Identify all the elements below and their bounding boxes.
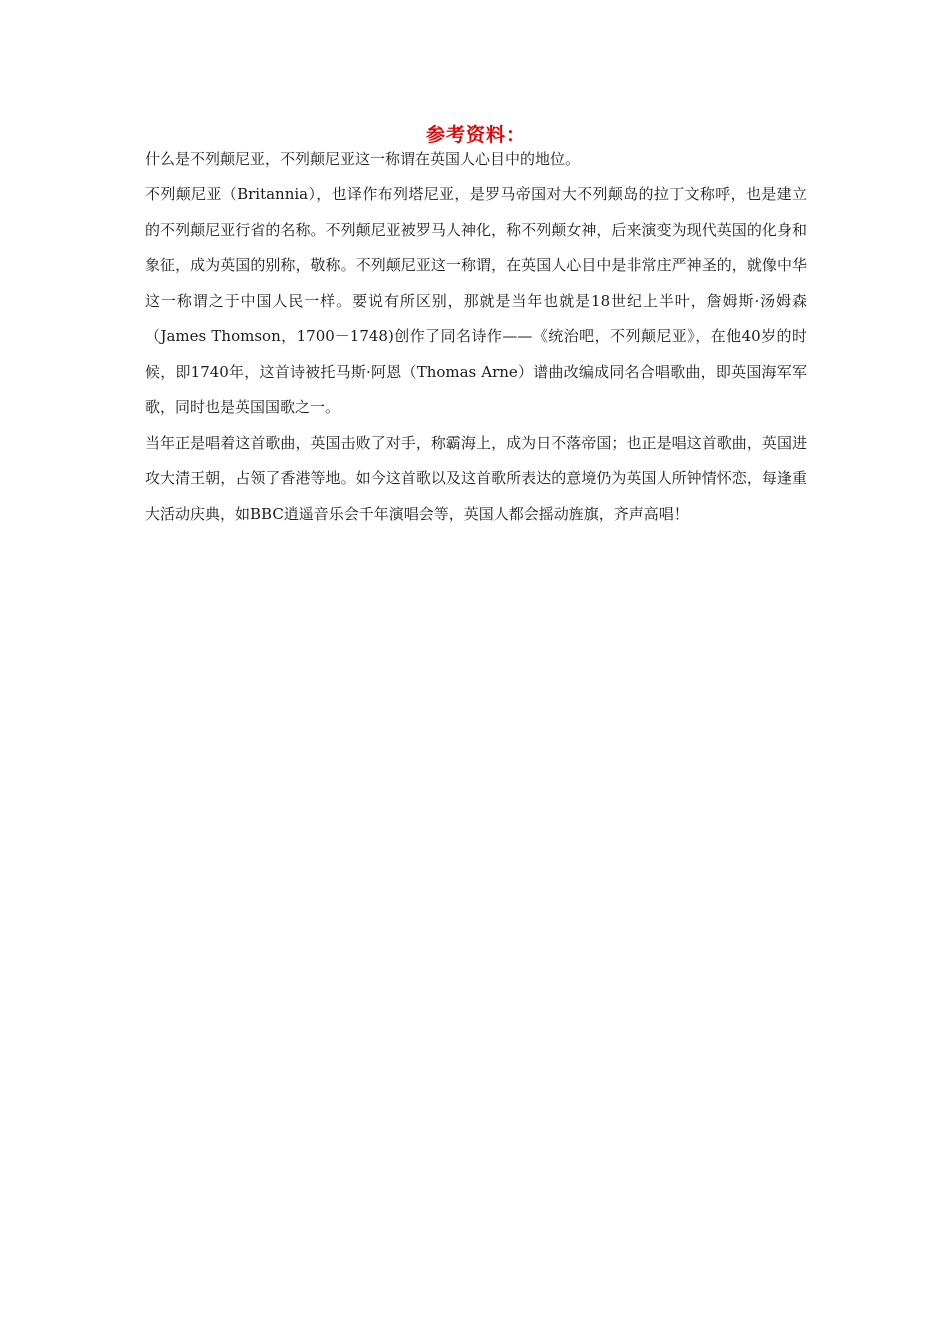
document-title: 参考资料：	[425, 124, 526, 146]
paragraph-song-history: 当年正是唱着这首歌曲，英国击败了对手，称霸海上，成为日不落帝国；也正是唱这首歌曲，英国进攻大清王朝，占领了香港等地。如今这首歌以及这首歌所表达的意境仍为英国人所钟情怀恋，每逢重大活动庆典，如BBC逍遥音乐会千年演唱会等，英国人都会摇动旌旗，齐声高唱！	[145, 433, 807, 523]
paragraph-britannia: 不列颠尼亚（Britannia），也译作布列塔尼亚，是罗马帝国对大不列颠岛的拉丁文称呼，也是建立的不列颠尼亚行省的名称。不列颠尼亚被罗马人神化，称不列颠女神，后来演变为现代英国的化身和象征，成为英国的别称，敬称。不列颠尼亚这一称谓，在英国人心目中是非常庄严神圣的，就像中华这一称谓之于中国人民一样。要说有所区别，那就是当年也就是18世纪上半叶，詹姆斯·汤姆森（James Thomson，1700－1748)创作了同名诗作——《统治吧，不列颠尼亚》，在他40岁的时候，即1740年，这首诗被托马斯·阿恩（Thomas Arne）谱曲改编成同名合唱歌曲，即英国海军军歌，同时也是英国国歌之一。	[145, 185, 807, 416]
question-text: 什么是不列颠尼亚，不列颠尼亚这一称谓在英国人心目中的地位。	[145, 150, 581, 168]
document-content	[145, 122, 807, 532]
